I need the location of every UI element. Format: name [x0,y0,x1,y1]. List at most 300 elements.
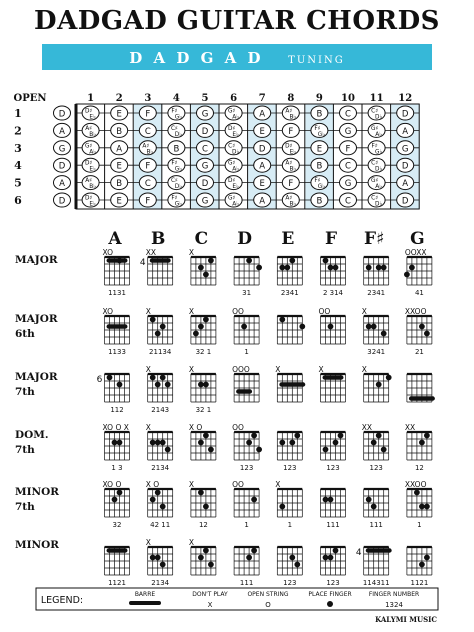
note-label: C [202,144,208,155]
chord-diagram [321,316,346,344]
chord-diagram [277,374,305,402]
string-markers: X [188,365,195,374]
note-label: D [201,179,209,190]
note-label: G [344,179,352,190]
chord-column-heading: F♯ [364,229,385,249]
fret-number: 7 [258,93,266,104]
string-markers: XO O X [102,423,129,432]
chord-diagram [191,374,216,402]
note-sharp-label: D♯ [84,108,93,115]
finger-dot [241,324,247,330]
note-label: G [201,109,209,120]
note-label: E [316,144,323,155]
finger-dot [371,440,377,446]
note-sharp-label: G♯ [370,178,379,185]
string-markers: XO [102,307,114,316]
finger-dot [198,555,204,561]
string-number: 4 [14,159,22,173]
finger-dot [284,265,290,271]
note-label: D [58,161,66,172]
finger-dot [371,324,377,330]
finger-dot [117,490,123,496]
finger-dot [328,555,334,561]
chord-row-label: MINOR [15,486,60,498]
finger-dot [160,440,166,446]
string-markers: X [145,307,151,316]
barre-mark [150,258,171,262]
chord-column-heading: D [237,229,252,249]
finger-dot [294,562,300,568]
chord-diagram [105,374,130,402]
finger-dot [198,265,204,271]
note-label: F [345,144,351,155]
note-flat-label: E♭ [89,201,96,208]
finger-numbers: 12 [414,464,424,472]
chord-diagram [407,316,432,344]
finger-numbers: 114311 [362,579,390,587]
note-label: E [259,179,265,190]
finger-dot [328,324,334,330]
finger-numbers: 1121 [410,579,429,587]
finger-numbers: 1 [244,521,249,529]
note-label: B [116,179,123,190]
chord-diagram [148,374,173,402]
finger-dot [117,258,123,264]
finger-dot [208,447,214,453]
chord-diagram [364,316,389,344]
finger-dot [203,433,209,439]
legend-item-symbol: X [207,601,213,609]
finger-numbers: 2134 [151,579,170,587]
note-sharp-label: C♯ [371,108,379,115]
note-flat-label: E♭ [89,166,96,173]
note-label: E [116,109,122,120]
note-flat-label: G♭ [174,114,183,121]
chord-diagram [148,316,173,344]
string-markers: X [318,365,324,374]
note-flat-label: A♭ [375,131,382,138]
finger-dot [198,382,204,388]
chord-diagram [148,432,173,460]
note-flat-label: D♭ [174,131,183,138]
finger-dot [381,447,387,453]
note-flat-label: E♭ [232,184,239,191]
string-number: 1 [14,107,22,120]
finger-dot [323,555,329,561]
chord-column-heading: B [151,229,166,249]
barre-mark [323,375,344,379]
finger-dot [160,562,166,568]
barre-mark [409,396,435,400]
finger-numbers: 123 [239,464,254,472]
note-flat-label: B♭ [89,131,96,138]
finger-dot [165,447,171,453]
fret-number: 10 [341,93,355,104]
finger-dot [409,265,415,271]
note-sharp-label: D♯ [227,125,236,132]
finger-dot [328,497,334,503]
note-label: E [116,161,122,172]
fret-number: 4 [172,93,180,104]
chord-diagram [191,489,216,517]
string-markers: OO [318,307,331,316]
string-markers: XO O [102,480,122,489]
note-sharp-label: C♯ [170,178,178,185]
note-label: C [345,196,351,207]
finger-numbers: 2 314 [322,289,344,297]
note-label: G [344,126,352,137]
finger-dot [107,375,113,381]
fret-number: 3 [144,93,152,104]
barre-mark [107,324,128,328]
note-flat-label: G♭ [317,184,326,191]
string-markers: OO [232,307,244,316]
finger-dot [112,440,118,446]
note-label: F [288,179,294,190]
string-markers: OO [232,480,244,489]
note-label: F [145,109,151,120]
tuning-notes: D A D G A D [129,49,264,67]
note-label: B [316,109,323,120]
string-markers: XX [361,423,372,432]
chord-row-label: 7th [15,444,35,456]
chord-row-label: MAJOR [15,254,58,266]
chord-diagram [277,432,302,460]
string-markers: X [275,365,281,374]
finger-numbers: 1 3 [111,464,123,472]
note-sharp-label: G♯ [227,160,236,167]
finger-dot [251,497,257,503]
note-label: E [116,196,122,207]
note-sharp-label: F♯ [171,160,178,167]
note-label: A [59,126,65,137]
finger-dot [376,382,382,388]
chord-diagram [234,316,259,344]
finger-dot [279,440,285,446]
finger-dot [160,504,166,510]
note-flat-label: E♭ [232,131,239,138]
note-sharp-label: C♯ [170,125,178,132]
note-label: A [402,126,409,137]
finger-numbers: 41 [414,289,424,297]
string-markers: X O [145,480,160,489]
finger-dot [424,331,430,337]
finger-dot [299,324,305,330]
legend-barre-symbol [129,601,161,605]
chord-column-heading: C [194,229,209,249]
chord-diagram [321,547,346,575]
chord-row-label: MINOR [15,539,60,551]
finger-numbers: 1133 [108,348,126,356]
finger-dot [193,331,199,337]
note-flat-label: D♭ [374,114,383,121]
finger-numbers: 111 [369,521,383,529]
finger-dot [424,433,430,439]
string-number: 6 [14,194,22,207]
note-sharp-label: D♯ [227,178,236,185]
finger-dot [256,265,262,271]
fret-number: 12 [398,93,413,104]
note-sharp-label: A♯ [285,160,293,167]
note-flat-label: G♭ [174,201,183,208]
finger-dot [289,440,295,446]
finger-dot [424,555,430,561]
finger-dot [333,440,339,446]
note-label: D [401,196,409,207]
note-sharp-label: F♯ [371,143,378,150]
note-sharp-label: G♯ [227,195,236,202]
finger-dot [279,504,285,510]
note-sharp-label: G♯ [227,108,236,115]
note-label: A [116,144,123,155]
string-markers: X [188,248,195,257]
finger-dot [279,265,285,271]
note-flat-label: G♭ [317,131,326,138]
note-sharp-label: A♯ [285,108,293,115]
fret-number: 2 [115,93,123,104]
note-label: G [58,144,66,155]
finger-numbers: 123 [326,579,340,587]
note-sharp-label: C♯ [228,143,236,150]
finger-dot [160,324,166,330]
finger-dot [203,504,209,510]
finger-numbers: 1 [244,348,249,356]
legend-finger-symbol [327,601,333,607]
chord-diagram [148,257,173,285]
note-flat-label: A♭ [232,201,239,208]
note-label: D [401,109,409,120]
finger-numbers: 1131 [108,289,126,297]
finger-dot [294,433,300,439]
finger-dot [251,433,257,439]
note-label: C [345,161,351,172]
chord-diagram [277,316,305,344]
note-flat-label: B♭ [146,149,154,156]
note-flat-label: E♭ [89,114,96,121]
finger-dot [246,258,252,264]
finger-dot [279,317,285,323]
finger-dot [198,440,204,446]
chord-diagram [105,489,130,517]
fret-position: 4 [355,548,362,558]
legend-item-name: FINGER NUMBER [368,591,420,598]
open-label: OPEN [13,93,47,104]
chord-diagram [364,489,389,517]
note-label: C [144,179,151,190]
string-markers: XXOO [404,480,427,489]
string-markers: OOO [232,365,250,374]
fret-number: 9 [315,93,323,104]
chord-diagram [277,489,302,517]
chord-diagram [105,547,130,575]
legend-item-symbol: 1324 [385,601,403,609]
note-flat-label: B♭ [289,166,297,173]
note-sharp-label: D♯ [84,195,93,202]
finger-dot [333,265,339,271]
finger-numbers: 2341 [367,289,386,297]
note-label: G [401,144,409,155]
finger-numbers: 32 [112,521,122,529]
note-sharp-label: F♯ [314,178,321,185]
chord-diagram [148,547,173,575]
note-label: F [288,126,294,137]
fret-number: 5 [201,93,209,104]
finger-numbers: 42 11 [150,521,171,529]
note-flat-label: A♭ [232,114,239,121]
chord-diagram [148,489,173,517]
note-label: D [201,126,209,137]
note-label: D [58,196,66,207]
finger-dot [208,562,214,568]
note-sharp-label: A♯ [285,195,293,202]
legend-label: LEGEND: [40,595,84,606]
credit-text: KALYMI MUSIC [375,615,437,624]
note-label: C [345,109,351,120]
fret-number: 8 [287,93,295,104]
finger-dot [376,265,382,271]
string-markers: X [188,480,195,489]
string-markers: XXOO [404,307,427,316]
finger-numbers: 2341 [280,289,299,297]
finger-dot [289,258,295,264]
chord-diagram [364,374,392,402]
finger-dot [419,504,425,510]
legend-item-symbol: O [265,601,271,609]
note-label: G [201,161,209,172]
note-flat-label: B♭ [289,114,297,121]
chord-diagram [191,432,216,460]
chord-column-heading: F [324,229,338,249]
legend-item-name: BARRE [134,591,156,598]
chord-diagram [234,489,259,517]
note-flat-label: G♭ [374,149,383,156]
finger-dot [203,548,209,554]
string-number: 5 [14,176,22,190]
chord-diagram [321,489,346,517]
chord-diagram [404,257,432,285]
note-flat-label: D♭ [374,166,383,173]
note-flat-label: B♭ [289,201,297,208]
chord-column-heading: A [108,229,122,249]
fret-number: 1 [87,93,95,104]
finger-numbers: 112 [110,406,124,414]
finger-dot [371,504,377,510]
chord-diagram [407,489,432,517]
chord-row-label: 7th [15,501,35,513]
legend-item-name: DON'T PLAY [192,591,228,598]
string-markers: X [145,423,151,432]
note-label: B [316,161,323,172]
chord-diagram [277,547,302,575]
note-label: B [316,196,323,207]
finger-dot [386,375,392,381]
string-markers: X [361,365,367,374]
note-label: F [145,196,151,207]
finger-dot [150,317,156,323]
note-flat-label: D♭ [174,184,183,191]
chord-row-label: DOM. [15,429,49,441]
note-flat-label: D♭ [231,149,240,156]
note-flat-label: D♭ [374,201,383,208]
chord-diagram [321,257,346,285]
finger-dot [203,272,209,278]
finger-dot [381,265,387,271]
finger-dot [246,555,252,561]
finger-dot [376,433,382,439]
string-markers: XX [145,248,156,257]
finger-dot [366,497,372,503]
finger-dot [323,258,329,264]
chord-diagram [105,257,130,285]
chord-diagram [364,257,389,285]
chord-diagram [364,547,392,575]
string-markers: X [145,365,151,374]
chord-diagram [234,257,262,285]
finger-numbers: 123 [283,464,297,472]
finger-dot [381,331,387,337]
note-label: D [258,144,266,155]
finger-dot [414,490,420,496]
note-sharp-label: F♯ [314,125,321,132]
note-label: E [259,126,265,137]
note-label: B [173,144,180,155]
note-sharp-label: G♯ [84,143,93,150]
string-markers: OOXX [404,248,427,257]
note-label: G [201,196,209,207]
finger-dot [333,548,339,554]
finger-dot [150,440,156,446]
finger-dot [256,447,262,453]
fret-position: 6 [96,375,103,385]
note-flat-label: A♭ [89,149,96,156]
note-flat-label: G♭ [174,166,183,173]
finger-dot [328,265,334,271]
note-label: D [58,109,66,120]
note-sharp-label: A♯ [142,143,150,150]
finger-numbers: 1 [287,521,293,529]
note-flat-label: E♭ [289,149,297,156]
barre-mark [366,548,392,552]
chord-column-heading: E [281,229,295,249]
finger-dot [419,324,425,330]
chord-diagram [321,374,346,402]
tuning-word: TUNING [288,55,345,66]
finger-dot [323,447,329,453]
note-flat-label: B♭ [89,184,96,191]
note-sharp-label: D♯ [84,160,93,167]
finger-dot [150,555,156,561]
finger-dot [419,440,425,446]
finger-dot [150,375,156,381]
chord-diagram [191,547,216,575]
finger-numbers: 21134 [149,348,172,356]
finger-dot [117,382,123,388]
finger-dot [366,324,372,330]
finger-dot [117,440,123,446]
note-label: D [401,161,409,172]
legend-item-name: OPEN STRING [247,591,289,598]
finger-dot [203,317,209,323]
finger-dot [155,555,161,561]
finger-dot [404,272,410,278]
finger-numbers: 21 [414,348,424,356]
finger-dot [198,324,204,330]
string-markers: XX [404,423,416,432]
chord-diagram [234,432,262,460]
barre-mark [236,389,252,393]
finger-dot [419,562,425,568]
note-sharp-label: C♯ [371,160,379,167]
